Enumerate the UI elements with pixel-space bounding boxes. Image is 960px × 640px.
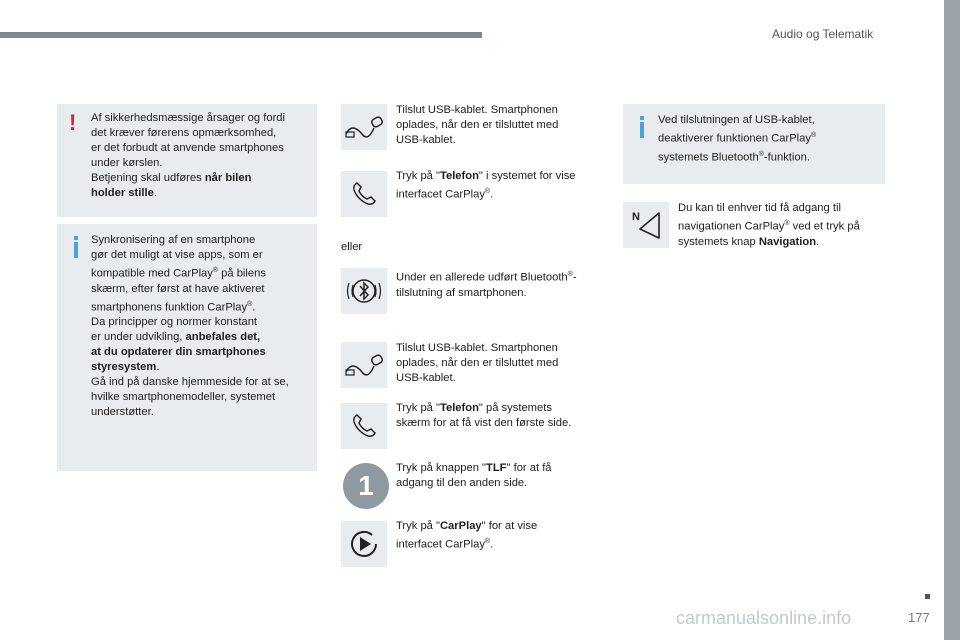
info-text: Synkronisering af en smartphone gør det muligt at vise apps, som er kompatible med CarPlay® på bilens skærm, efter først at have aktiveret smartphonens funktion CarPlay®. Da principper og normer konstant er under udvikling, anbefales det, at du opdaterer din smartphones styresystem. Gå ind på danske hjemmeside for at se, hvilke smartphonemodeller, systemet understøtter. — [91, 234, 289, 419]
warning-icon: ! — [69, 110, 77, 135]
info-bluetooth-text: Ved tilslutningen af USB-kablet, deaktiverer funktionen CarPlay® systemets Bluetooth®-funktion. — [658, 114, 817, 164]
step-number-badge: 1 — [343, 463, 389, 509]
warning-text: Af sikkerhedsmæssige årsager og fordi det kræver førerens opmærksomhed, er det forbudt at anvende smartphones under kørslen. Betjening skal udføres når bilen holder stille. — [91, 112, 286, 199]
watermark: carmanualsonline.info — [676, 608, 852, 628]
phone-icon — [341, 171, 387, 217]
bluetooth-icon — [341, 268, 387, 314]
step-bluetooth: Under en allerede udført Bluetooth®- tilslutning af smartphonen. — [396, 271, 577, 299]
info-panel-bluetooth — [623, 104, 885, 184]
page-edge-strip — [944, 0, 960, 640]
phone-icon — [341, 403, 387, 449]
continuation-marker — [925, 594, 930, 599]
page-number: 177 — [908, 610, 930, 625]
navigation-icon-letter: N — [632, 211, 640, 223]
nav-text: Du kan til enhver tid få adgang til navigationen CarPlay® ved et tryk på systemets knap Navigation. — [678, 202, 860, 248]
step-press-tlf: Tryk på knappen "TLF" for at få adgang til den anden side. — [396, 462, 552, 489]
step-usb-connect-2: Tilslut USB-kablet. Smartphonen oplades, når den er tilsluttet med USB-kablet. — [396, 342, 559, 384]
step-press-telefon-1: Tryk på "Telefon" i systemet for vise interfacet CarPlay®. — [396, 170, 576, 201]
section-title: Audio og Telematik — [772, 27, 874, 41]
usb-cable-icon — [341, 104, 387, 150]
info-icon — [640, 116, 644, 138]
info-panel-carplay — [57, 224, 317, 471]
info-icon — [74, 236, 78, 258]
step-press-carplay: Tryk på "CarPlay" for at vise interfacet CarPlay®. — [396, 520, 538, 551]
navigation-icon — [623, 202, 669, 248]
step-press-telefon-2: Tryk på "Telefon" på systemets skærm for at få vist den første side. — [396, 402, 572, 429]
header-bar — [0, 32, 482, 38]
eller-label: eller — [341, 241, 363, 253]
usb-cable-icon — [341, 342, 387, 388]
warning-panel — [57, 104, 317, 217]
play-icon — [341, 521, 387, 567]
step-usb-connect-1: Tilslut USB-kablet. Smartphonen oplades, når den er tilsluttet med USB-kablet. — [396, 104, 559, 146]
